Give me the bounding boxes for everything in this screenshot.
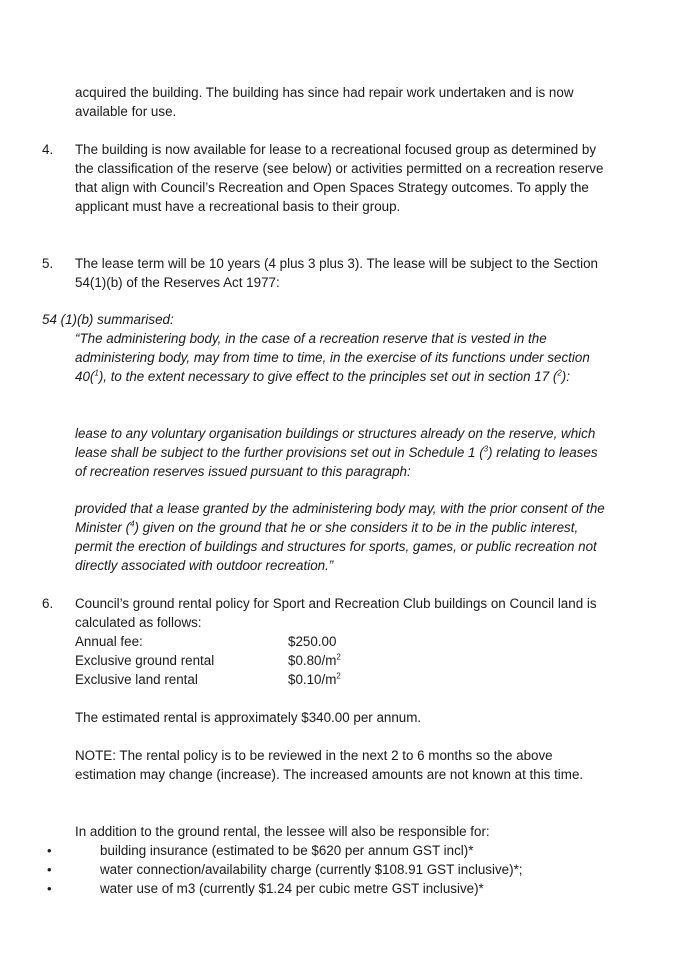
summary-paragraph-1-part-3: ): [561,369,570,384]
intro-paragraph: acquired the building. The building has since had repair work undertaken and is now available for use. [75,85,574,119]
rental-row-annual-fee [75,632,375,651]
bullet-icon: • [47,881,52,896]
rental-amount: $0.10/m [288,672,337,687]
item-4-number: 4. [42,142,54,157]
summary-paragraph-3 [75,499,605,575]
rental-amount: $250.00 [288,634,337,649]
rental-note: NOTE: The rental policy is to be reviewed in the next 2 to 6 months so the above estimation may change (increase). The increased amounts are not known at this time. [75,748,584,782]
rental-label: Exclusive ground rental [75,653,215,668]
summary-paragraph-2 [75,424,605,481]
bullet-icon: • [47,843,52,858]
item-5-text: The lease term will be 10 years (4 plus 3 plus 3). The lease will be subject to the Section 54(1)(b) of the Reserves Act 1977: [75,256,598,290]
rental-row-exclusive-land [75,670,375,689]
item-4-text: The building is now available for lease to a recreational focused group as determined by the classification of the reserve (see below) or activities permitted on a recreation reserve that align with Council’s Recreation and Open Spaces Strategy outcomes. To apply the applicant must have a recreational basis to their group. [75,142,604,214]
rental-value [288,670,341,689]
summary-paragraph-3-part-2: ) given on the ground that he or she considers it to be in the public interest, permit the erection of buildings and structures for sports, games, or public recreation not directly associated with outdoor recreation.” [75,520,597,573]
rental-row-exclusive-ground [75,651,375,670]
footnote-ref-4: 4 [130,519,135,529]
summary-paragraph-3-part-1: provided that a lease granted by the administering body may, with the prior consent of the Minister ( [75,501,605,535]
additional-costs-intro: In addition to the ground rental, the lessee will also be responsible for: [75,824,490,839]
rental-value [288,651,341,670]
item-5-number: 5. [42,256,54,271]
unit-superscript: 2 [336,652,341,662]
footnote-ref-1: 1 [94,368,99,378]
rental-label: Annual fee: [75,634,143,649]
bullet-text: water use of m3 (currently $1.24 per cubic metre GST inclusive)* [100,881,484,896]
summary-paragraph-2-part-1: lease to any voluntary organisation buildings or structures already on the reserve, which lease shall be subject to the further provisions set out in Schedule 1 ( [75,426,596,460]
footnote-ref-2: 2 [557,368,562,378]
rental-label: Exclusive land rental [75,672,198,687]
item-6-text: Council’s ground rental policy for Sport and Recreation Club buildings on Council land is calculated as follows: [75,596,597,630]
summary-paragraph-1-part-2: ), to the extent necessary to give effect to the principles set out in section 17 ( [98,369,558,384]
list-item [47,860,607,879]
rental-amount: $0.80/m [288,653,337,668]
list-item [47,879,607,898]
summary-heading: 54 (1)(b) summarised: [42,312,174,327]
list-item [47,841,607,860]
summary-paragraph-2-part-2: ) relating to leases of recreation reserves issued pursuant to this paragraph: [75,445,598,479]
bullet-text: water connection/availability charge (currently $108.91 GST inclusive)*; [100,862,523,877]
unit-superscript: 2 [336,671,341,681]
item-6-number: 6. [42,596,54,611]
rental-estimate: The estimated rental is approximately $340.00 per annum. [75,710,422,725]
footnote-ref-3: 3 [483,444,489,454]
rental-value [288,632,336,651]
bullet-icon: • [47,862,52,877]
bullet-text: building insurance (estimated to be $620 per annum GST incl)* [100,843,474,858]
summary-paragraph-1-part-1: “The administering body, in the case of a recreation reserve that is vested in the administering body, may from time to time, in the exercise of its functions under section 40( [75,331,590,384]
summary-paragraph-1 [75,329,605,386]
